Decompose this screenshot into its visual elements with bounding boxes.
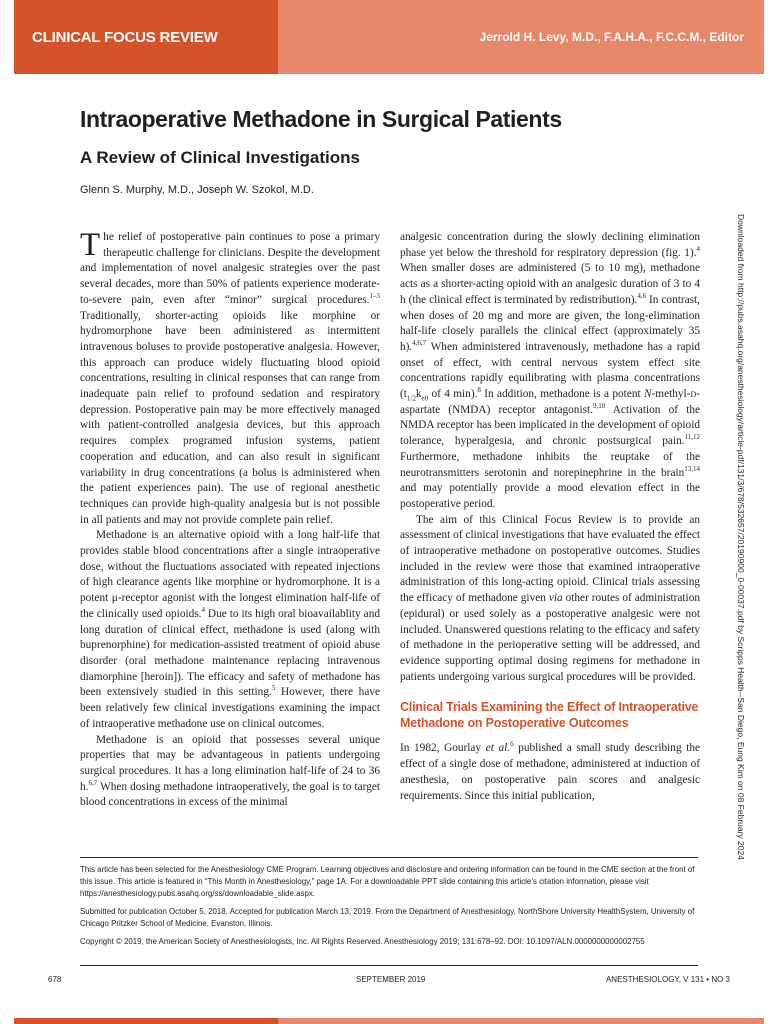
article-authors: Glenn S. Murphy, M.D., Joseph W. Szokol, M.D. [80,184,314,196]
footer-divider [80,965,698,966]
footnote-copyright: Copyright © 2019, the American Society of Anesthesiologists, Inc. All Rights Reserved. Anesthesiology 2019; 131:678–92. DOI: 10.1097/ALN.0000000000002755 [80,937,645,946]
header-bar [14,0,764,74]
download-note: Downloaded from http://pubs.asahq.org/anesthesiology/article-pdf/131/3/678/532657/20190900_0-00037.pdf by Scripps Health--San Diego, Eung Kim on 08 February 2024 [736,214,746,860]
issue-date: SEPTEMBER 2019 [356,975,426,984]
editor-label: Jerrold H. Levy, M.D., F.A.H.A., F.C.C.M., Editor [278,0,764,74]
page-footer [48,975,730,989]
right-column [400,230,700,804]
paragraph: The relief of postoperative pain continues to pose a primary therapeutic challenge for clinicians. Despite the development and implementation of novel analgesic strategies over the past several decades, more than 50% of patients experience moderate-to-severe pain, even after “minor” surgical procedures.$^{1-3}$ Traditionally, shorter-acting opioids like morphine or hydromorphone have been administered as intermittent intravenous boluses to provide postoperative analgesia. However, this approach can produce widely fluctuating blood opioid concentrations, resulting in clinical responses that can range from inadequate pain relief to profound sedation and respiratory depression. Postoperative pain may be more effectively managed with patient-controlled analgesia devices, but this approach requires complex programed infusion systems, patient cooperation and education, and can also result in significant variability in drug concentrations (a bolus is administered when the patient experiences pain). The use of regional anesthetic techniques can provide high-quality analgesia but is not possible in all patients and may not provide complete pain relief. [80,227,380,526]
section-heading: Clinical Trials Examining the Effect of Intraoperative Methadone on Postoperative Outcomes [400,700,699,731]
paragraph: Methadone is an alternative opioid with a long half-life that provides stable blood concentrations after a single intraoperative dose, without the fluctuations associated with repeated injections of high clearance agents like morphine or hydromorphone. It is a potent μ-receptor agonist with the longest elimination half-life of the clinically used opioids.$^4$ Due to its high oral bioavailablity and long duration of clinical effect, methadone is used (along with buprenorphine) for medication-assisted treatment of opioid abuse disorder (oral methadone maintenance replacing intravenous diamorphine [heroin]). The efficacy and safety of methadone has been extensively studied in this setting.$^5$ However, there have been relatively few clinical investigations examining the impact of intraoperative methadone use on clinical outcomes. [80,529,380,730]
footnote-cme: This article has been selected for the Anesthesiology CME Program. Learning objectives and disclosure and ordering information can be found in the CME section at the front of this issue. This article is featured in “This Month in Anesthesiology,” page 1A. For a downloadable PPT slide containing this article’s citation information, please visit https://anesthesiology.pubs.asahq.org/ss/downloadable_slide.aspx. [80,865,695,898]
bottom-stripe-dark [14,1018,278,1024]
footnote-divider [80,857,698,858]
article-subtitle: A Review of Clinical Investigations [80,148,360,167]
paragraph: Methadone is an opioid that possesses several unique properties that may be advantageous in patients undergoing surgical procedures. It has a long elimination half-life of 24 to 36 h.$^{6,7}$ When dosing methadone intraoperatively, the goal is to target blood concentrations in excess of the minimal [80,733,380,809]
footnotes [80,864,698,954]
section-label: CLINICAL FOCUS REVIEW [14,0,278,74]
left-column [80,227,380,811]
footnote-submitted: Submitted for publication October 5, 2018. Accepted for publication March 13, 2019. From the Department of Anesthesiology, NorthShore University HealthSystem, University of Chicago Pritzker School of Medicine, Evanston, Illinois. [80,907,695,928]
page-number: 678 [48,975,62,984]
journal-citation: ANESTHESIOLOGY, V 131 • NO 3 [605,975,730,984]
paragraph: In 1982, Gourlay et al.$^6$ published a small study describing the effect of a single dose of methadone, administered at induction of anesthesia, on postoperative pain scores and analgesic requirements. Since this initial publication, [400,740,701,802]
paragraph: The aim of this Clinical Focus Review is to provide an assessment of clinical investigations that have evaluated the effect of intraoperative methadone on postoperative outcomes. Studies included in the review were those that examined intraoperative administration of this long-acting opioid. Clinical trials assessing the efficacy of methadone given via other routes of administration (epidural) or used solely as a postoperative analgesic were not included. Unanswered questions relating to the efficacy and safety of methadone in the perioperative setting will be addressed, and evidence supporting optimal dosing regimens for methadone in patients undergoing various surgical procedures will be provided. [400,513,700,683]
paragraph: analgesic concentration during the slowly declining elimination phase yet below the threshold for respiratory depression (fig. 1).$^4$ When smaller doses are administered (5 to 10 mg), methadone acts as a shorter-acting opioid with an analgesic duration of 3 to 4 h (the clinical effect is terminated by redistribution).$^{4,6}$ In contrast, when doses of 20 mg and more are given, the long-elimination half-life closely parallels the clinical effect (approximately 35 h).$^{4,6,7}$ When administered intravenously, methadone has a rapid onset of effect, with central nervous system effect site concentrations rapidly equilibrating with plasma concentrations ($t_{1/2}k_{e0}$ of 4 min).$^8$ In addition, methadone is a potent N-methyl-d-aspartate (NMDA) receptor antagonist.$^{9,10}$ Activation of the NMDA receptor has been implicated in the development of opioid tolerance, hyperalgesia, and chronic postsurgical pain.$^{11,12}$ Furthermore, methadone inhibits the reuptake of the neurotransmitters serotonin and norepinephrine in the brain$^{13,14}$ and may potentially provide a mood elevation effect in the postoperative period. [400,231,701,510]
bottom-stripe [14,1018,764,1024]
article-title: Intraoperative Methadone in Surgical Patients [80,106,562,132]
drop-cap: T [80,227,101,263]
